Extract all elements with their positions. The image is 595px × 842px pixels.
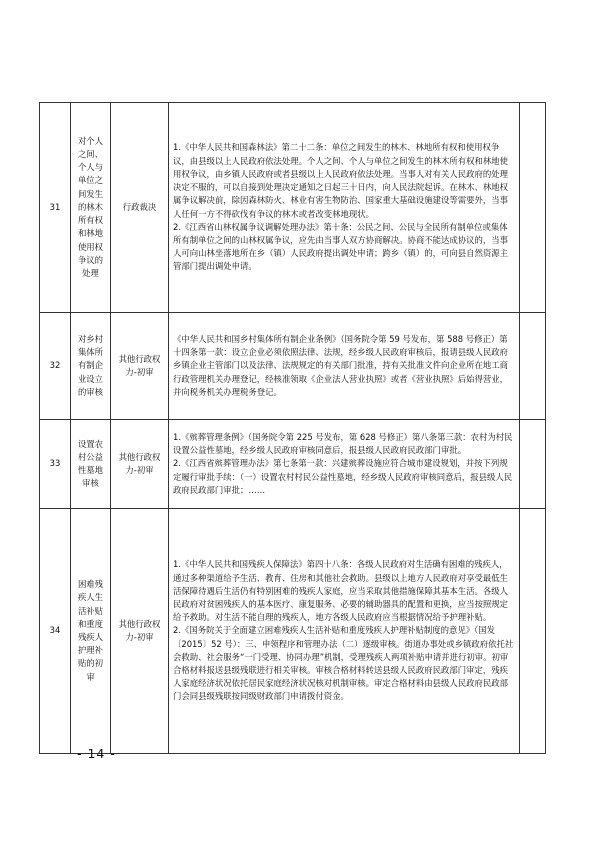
remark-cell — [520, 313, 546, 420]
basis-paragraph: 1.《中华人民共和国残疾人保障法》第四十八条：各级人民政府对生活确有困难的残疾人，通过多种渠道给予生活、教育、住房和其他社会救助。县级以上地方人民政府对享受最低生活保障待遇后生活仍有特别困难的残疾人家庭，应当采取其他措施保障其基本生活。各级人民政府对贫困残疾人的基本医疗、康复服务、必要的辅助器具的配置和更换，应当按照规定给予救助。对生活不能自理的残疾人，地方各级人民政府应当根据情况给予护理补贴。 — [173, 559, 508, 623]
page-number: - 14 - — [77, 746, 116, 761]
powers-table — [39, 102, 546, 754]
basis-paragraph: 1.《殡葬管理条例》（国务院令第 225 号发布，第 628 号修正）第八条第三款：农村为村民设置公益性墓地，经乡级人民政府审核同意后，报县级人民政府民政部门审批。 — [173, 431, 513, 456]
legal-basis — [169, 509, 520, 754]
row-number: 33 — [40, 420, 71, 509]
legal-basis — [169, 420, 520, 509]
legal-basis — [169, 103, 520, 313]
power-type: 其他行政权力-初审 — [111, 313, 169, 420]
table-row — [40, 103, 546, 313]
item-name: 困难残疾人生活补贴和重度残疾人护理补贴的初审 — [71, 509, 111, 754]
item-name: 对个人之间、个人与单位之间发生的林木所有权和林地使用权争议的处理 — [71, 103, 111, 313]
table-body — [40, 103, 546, 754]
power-type: 其他行政权力-初审 — [111, 509, 169, 754]
row-number: 31 — [40, 103, 71, 313]
basis-paragraph: 2.《江西省山林权属争议调解处理办法》第十条：公民之间、公民与全民所有制单位或集体所有制单位之间的山林权属争议，应先由当事人双方协商解决。协商不能达成协议的，当事人可向山林坐落地所在乡（镇）人民政府提出调处申请；跨乡（镇）的，可向县自然资源主管部门提出调处申请。 — [173, 221, 508, 272]
item-name: 对乡村集体所有制企业设立的审核 — [71, 313, 111, 420]
basis-paragraph: 《中华人民共和国乡村集体所有制企业条例》（国务院令第 59 号发布，第 588 号修正）第十四条第一款：设立企业必须依照法律、法规，经乡级人民政府审核后，报请县级人民政府乡镇企业主管部门以及法律、法规规定的有关部门批准，持有关批准文件向企业所在地工商行政管理机关办理登记，经核准领取《企业法人营业执照》或者《营业执照》后始得营业，并向税务机关办理税务登记。 — [173, 333, 508, 397]
row-number: 32 — [40, 313, 71, 420]
table-row — [40, 420, 546, 509]
basis-paragraph: 2.《国务院关于全面建立困难残疾人生活补贴和重度残疾人护理补贴制度的意见》（国发〔2015〕52 号）：三、申领程序和管理办法（二）逐级审核。街道办事处或乡镇政府依托社会救助、社会服务“一门受理、协同办理”机制，受理残疾人两项补贴申请并进行初审。初审合格材料报送县级残联进行相关审核。审核合格材料转送县级人民政府民政部门审定，残疾人家庭经济状况依托居民家庭经济状况核对机制审核。审定合格材料由县级人民政府民政部门会同县级残联按同级财政部门申请拨付资金。 — [173, 625, 514, 702]
remark-cell — [520, 420, 546, 509]
power-type: 其他行政权力-初审 — [111, 420, 169, 509]
item-name: 设置农村公益性墓地审核 — [71, 420, 111, 509]
table-row — [40, 509, 546, 754]
row-number: 34 — [40, 509, 71, 754]
remark-cell — [520, 103, 546, 313]
basis-paragraph: 1.《中华人民共和国森林法》第二十二条：单位之间发生的林木、林地所有权和使用权争议，由县级以上人民政府依法处理。个人之间、个人与单位之间发生的林木所有权和林地使用权争议，由乡镇人民政府或者县级以上人民政府依法处理。当事人对有关人民政府的处理决定不服的，可以自接到处理决定通知之日起三十日内，向人民法院起诉。在林木、林地权属争议解决前，除因森林防火、林业有害生物防治、国家重大基础设施建设等需要外，当事人任何一方不得砍伐有争议的林木或者改变林地现状。 — [173, 142, 508, 219]
table-row — [40, 313, 546, 420]
remark-cell — [520, 509, 546, 754]
power-type: 行政裁决 — [111, 103, 169, 313]
basis-paragraph: 2.《江西省殡葬管理办法》第七条第一款：兴建殡葬设施应符合城市建设规划，并按下列规定履行审批手续：（一）设置农村村民公益性墓地，经乡级人民政府审核同意后，报县级人民政府民政部门审批；…… — [173, 458, 513, 495]
legal-basis — [169, 313, 520, 420]
